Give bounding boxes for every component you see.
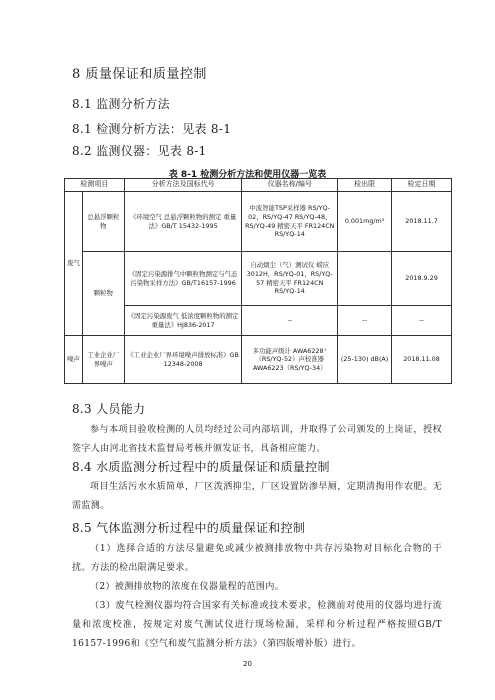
- section-8-5-title: 8.5 气体监测分析过程中的质量保证和控制: [72, 521, 306, 535]
- date-cell: 2018.9.29: [392, 252, 452, 306]
- category-cell: 废气: [65, 192, 83, 336]
- limit-cell: (25-130) dB(A): [338, 336, 392, 384]
- section-8-4-title: 8.4 水质监测分析过程中的质量保证和质量控制: [72, 460, 330, 474]
- instrument-cell: 中流智能TSP采样器 RS/YQ-02、RS/YQ-47 RS/YQ-48、RS/YQ-49 精密天平 FR124CN RS/YQ-14: [242, 192, 338, 252]
- table-row: [65, 252, 452, 306]
- table-caption: 表 8-1 检测分析方法和使用仪器一览表: [168, 170, 327, 180]
- table-row: [65, 192, 452, 252]
- section-8-5-p2: （2）被测排放物的浓度在仪器量程的范围内。: [90, 582, 285, 592]
- section-8-3-text: 参与本项目验收检测的人员均经过公司内部培训，并取得了公司颁发的上岗证，授权签字人由河北省技术监督局考核并颁发证书，具备相应能力。: [72, 425, 442, 454]
- section-8-title: 8 质量保证和质量控制: [72, 67, 207, 82]
- table-header-row: [65, 179, 452, 192]
- instrument-cell: --: [242, 306, 338, 336]
- item-cell: 总悬浮颗粒物: [82, 192, 124, 252]
- header-item: 检测项目: [65, 179, 125, 192]
- limit-cell: 0.001mg/m³: [338, 192, 392, 252]
- date-cell: 2018.11.08: [392, 336, 452, 384]
- date-cell: 2018.11.7: [392, 192, 452, 252]
- table-row: [65, 336, 452, 384]
- instrument-cell: 多功能声级计 AWA6228⁺（RS/YQ-52）声校准器 AWA6223（RS/YQ-34）: [242, 336, 338, 384]
- header-limit: 检出限: [338, 179, 392, 192]
- category-cell: 噪声: [65, 336, 83, 384]
- header-instrument: 仪器名称/编号: [242, 179, 338, 192]
- section-8-1-title: 8.1 监测分析方法: [72, 97, 170, 111]
- method-cell: 《工业企业厂界环境噪声排放标准》GB 12348-2008: [124, 336, 242, 384]
- section-8-2-title: 8.2 监测仪器：见表 8-1: [72, 144, 207, 158]
- limit-cell: --: [338, 306, 392, 336]
- method-cell: 《固定污染源废气 低浓度颗粒物的测定 重量法》HJ836-2017: [124, 306, 242, 336]
- date-cell: --: [392, 306, 452, 336]
- methods-table: [64, 178, 452, 384]
- item-cell: 工业企业厂界噪声: [82, 336, 124, 384]
- section-8-5-p1: （1）选择合适的方法尽量避免或减少被测排放物中共存污染物对目标化合物的干扰。方法的检出限满足要求。: [72, 544, 442, 573]
- header-method: 分析方法及国标代号: [124, 179, 242, 192]
- section-8-1-1-title: 8.1 检测分析方法：见表 8-1: [72, 122, 232, 136]
- section-8-5-p3: （3）废气检测仪器均符合国家有关标准或技术要求，检测前对使用的仪器均进行流量和浓度校准，按规定对废气测试仪进行现场检漏，采样和分析过程严格按照GB/T 16157-1996和《空气和废气监测分析方法》（第四版增补版）进行。: [72, 601, 442, 649]
- method-cell: 《环境空气 总悬浮颗粒物的测定 重量法》GB/T 15432-1995: [124, 192, 242, 252]
- header-date: 检定日期: [392, 179, 452, 192]
- limit-cell: [338, 252, 392, 306]
- item-cell: 颗粒物: [82, 252, 124, 336]
- section-8-4-text: 项目生活污水水质简单，厂区泼洒抑尘，厂区设置防渗旱厕，定期清掏用作农肥。无需监测。: [72, 482, 442, 511]
- section-8-3-title: 8.3 人员能力: [72, 402, 146, 416]
- page-number: 20: [243, 660, 252, 668]
- method-cell: 《固定污染源排气中颗粒物测定与气态污染物采样方法》GB/T16157-1996: [124, 252, 242, 306]
- instrument-cell: 自动烟尘（气）测试仪 崂应 3012H，RS/YQ-01，RS/YQ-57 精密天平 FR124CN RS/YQ-14: [242, 252, 338, 306]
